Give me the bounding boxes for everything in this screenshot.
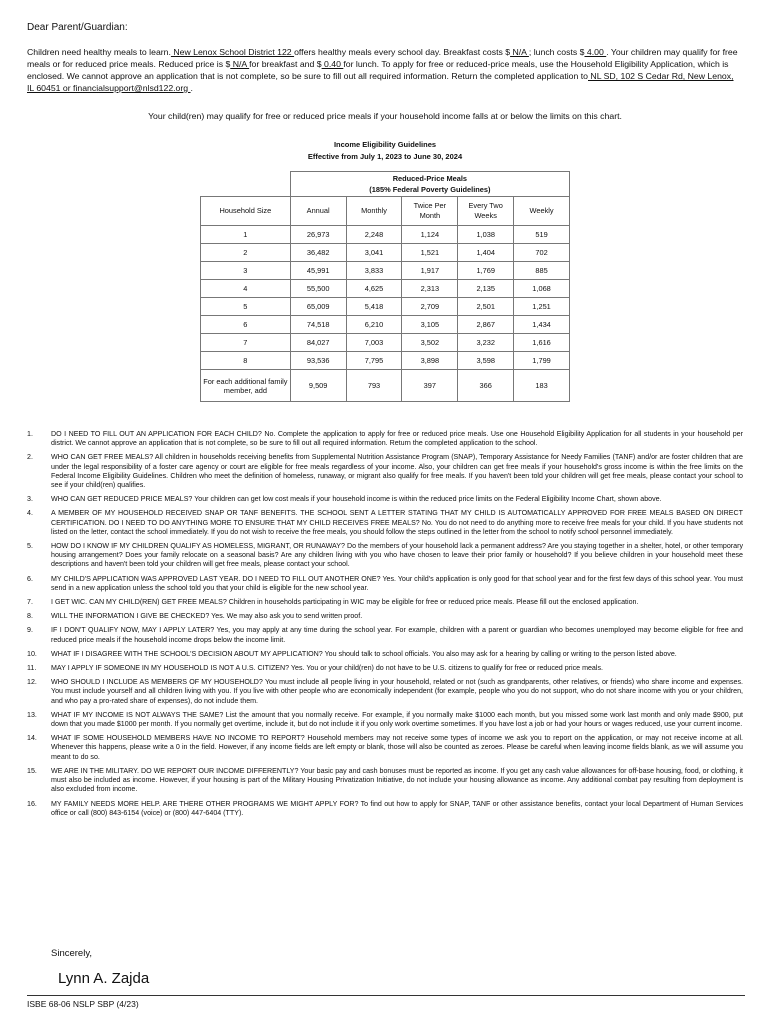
intro-text: . — [190, 83, 193, 93]
faq-item — [27, 711, 743, 729]
income-cell: 3,105 — [402, 316, 458, 334]
income-cell: 1,521 — [402, 244, 458, 262]
table-row — [201, 226, 570, 244]
income-cell: 1,434 — [514, 316, 570, 334]
household-size-cell: 3 — [201, 262, 291, 280]
income-cell: 2,135 — [458, 280, 514, 298]
faq-text: HOW DO I KNOW IF MY CHILDREN QUALIFY AS HOMELESS, MIGRANT, OR RUNAWAY? Do the members of your household lack a permanent address? Are you staying together in a shelter, hotel, or other temporary housing arrangement? Does your family relocate on a seasonal basis? Are any children living with you who have chosen to leave their prior family or household? If you believe children in your household meet these descriptions and haven't been told your children will get free meals, please contact your school. — [51, 542, 743, 569]
reduced-breakfast-price: N/A — [230, 59, 250, 69]
income-cell: 1,068 — [514, 280, 570, 298]
table-row — [201, 244, 570, 262]
column-header: Every Two Weeks — [458, 197, 514, 226]
income-cell: 93,536 — [290, 352, 346, 370]
income-cell: 366 — [458, 370, 514, 402]
salutation: Dear Parent/Guardian: — [27, 22, 128, 33]
faq-number: 14. — [27, 734, 37, 743]
income-cell: 2,709 — [402, 298, 458, 316]
income-cell: 885 — [514, 262, 570, 280]
faq-item — [27, 453, 743, 490]
lunch-price: 4.00 — [584, 47, 607, 57]
column-header: Annual — [290, 197, 346, 226]
table-title: Income Eligibility Guidelines — [333, 140, 437, 149]
income-cell: 84,027 — [290, 334, 346, 352]
faq-number: 6. — [27, 574, 33, 583]
faq-text: WE ARE IN THE MILITARY. DO WE REPORT OUR INCOME DIFFERENTLY? Your basic pay and cash bonuses must be reported as income. If you get any cash value allowances for off-base housing, food, or clothing, it must also be included as income. However, if your housing is part of the Military Housing Privatization Initiative, do not include your housing allowance as income. Any additional combat pay resulting from deployment is also excluded from income. — [51, 766, 743, 794]
faq-number: 11. — [27, 664, 37, 673]
closing: Sincerely, — [51, 948, 93, 959]
faq-text: A MEMBER OF MY HOUSEHOLD RECEIVED SNAP OR TANF BENEFITS. THE SCHOOL SENT A LETTER STATING THAT MY CHILD IS AUTOMATICALLY APPROVED FOR FREE MEALS BASED ON DIRECT CERTIFICATION. DO I NEED TO DO ANYTHING MORE TO ENSURE THAT MY CHILD RECEIVES FREE MEALS? No. You do not need to do anything more to receive free meals for your child. If you have students not listed on the letter, contact the school immediately. If you do not wish to receive the free meals, you should follow the steps outlined in the letter from the school to notify school personnel immediately. — [51, 509, 743, 536]
intro-text: for breakfast and $ — [249, 59, 322, 69]
column-header: Weekly — [514, 197, 570, 226]
faq-item — [27, 612, 743, 621]
faq-number: 4. — [27, 509, 33, 518]
income-cell: 9,509 — [290, 370, 346, 402]
table-row — [201, 370, 570, 402]
household-size-cell: 1 — [201, 226, 291, 244]
intro-text: for lunch. To apply for free or reduced-price meals, use the Household Eligibility Application, which is enclosed. We cannot approve an application that is not complete, so be sure to fill out all required information. Return the completed application to — [27, 59, 729, 81]
column-header: Monthly — [346, 197, 402, 226]
faq-text: WILL THE INFORMATION I GIVE BE CHECKED? Yes. We may also ask you to send written proof. — [51, 612, 363, 621]
intro-text: offers healthy meals every school day. Breakfast costs $ — [294, 47, 511, 57]
income-cell: 6,210 — [346, 316, 402, 334]
household-size-cell: 8 — [201, 352, 291, 370]
faq-text: IF I DON'T QUALIFY NOW, MAY I APPLY LATER? Yes, you may apply at any time during the school year. For example, children with a parent or guardian who becomes unemployed may become eligible for free and reduced price meals if the household income drops below the income limit. — [51, 626, 743, 644]
income-cell: 74,518 — [290, 316, 346, 334]
faq-number: 13. — [27, 710, 37, 719]
income-cell: 3,502 — [402, 334, 458, 352]
breakfast-price: N/A — [510, 47, 529, 57]
faq-number: 3. — [27, 495, 33, 504]
faq-text: I GET WIC. CAN MY CHILD(REN) GET FREE MEALS? Children in households participating in WIC may be eligible for free or reduced price meals. Please fill out the enclosed application. — [51, 598, 639, 607]
group-header-line: (185% Federal Poverty Guidelines) — [369, 185, 491, 194]
income-eligibility-table — [200, 171, 570, 402]
column-header: Twice Per Month — [402, 197, 458, 226]
signature-name: Lynn A. Zajda — [58, 970, 150, 987]
income-cell: 1,404 — [458, 244, 514, 262]
income-cell: 519 — [514, 226, 570, 244]
faq-text: WHAT IF I DISAGREE WITH THE SCHOOL'S DECISION ABOUT MY APPLICATION? You should talk to school officials. You also may ask for a hearing by calling or writing to the person listed above. — [51, 649, 677, 658]
income-cell: 36,482 — [290, 244, 346, 262]
faq-number: 7. — [27, 598, 33, 607]
faq-text: WHAT IF MY INCOME IS NOT ALWAYS THE SAME? List the amount that you normally receive. For example, if you normally make $1000 each month, but you missed some work last month and only made $900, put down that you made $1000 per month. If you normally get overtime, include it, but do not include it if you only work overtime sometimes. If you have lost a job or had your hours or wages reduced, use your current income. — [51, 710, 743, 729]
faq-item — [27, 650, 743, 659]
faq-number: 1. — [27, 430, 33, 438]
faq-text: DO I NEED TO FILL OUT AN APPLICATION FOR EACH CHILD? No. Complete the application to apply for free or reduced price meals. Use one Household Eligibility Application for all students in your household per district. We cannot approve an application that is not complete, so be sure to fill out all required information. Return the completed application to the school. — [51, 430, 743, 448]
faq-number: 16. — [27, 799, 37, 808]
faq-number: 10. — [27, 649, 37, 658]
income-cell: 3,041 — [346, 244, 402, 262]
faq-text: MAY I APPLY IF SOMEONE IN MY HOUSEHOLD IS NOT A U.S. CITIZEN? Yes. You or your child(ren) do not have to be U.S. citizens to qualify for free or reduced price meals. — [51, 664, 603, 673]
household-size-cell: 4 — [201, 280, 291, 298]
table-row — [201, 334, 570, 352]
group-header — [290, 172, 569, 197]
faq-item — [27, 800, 743, 818]
faq-number: 9. — [27, 626, 33, 635]
footer-divider — [27, 995, 745, 996]
income-cell: 26,973 — [290, 226, 346, 244]
income-cell: 1,616 — [514, 334, 570, 352]
faq-item — [27, 598, 743, 607]
faq-item — [27, 542, 743, 570]
income-cell: 2,867 — [458, 316, 514, 334]
income-cell: 1,769 — [458, 262, 514, 280]
income-cell: 1,251 — [514, 298, 570, 316]
household-size-cell: 6 — [201, 316, 291, 334]
faq-item — [27, 509, 743, 537]
intro-text: . Your children may qualify for free meals or for reduced price meals. Reduced price is $ — [27, 47, 738, 69]
faq-number: 12. — [27, 678, 37, 687]
faq-text: MY FAMILY NEEDS MORE HELP. ARE THERE OTHER PROGRAMS WE MIGHT APPLY FOR? To find out how to apply for SNAP, TANF or other assistance benefits, contact your local Department of Human Services office or call (800) 843-6154 (voice) or (800) 447-6404 (TTY). — [51, 799, 743, 817]
household-size-cell: 2 — [201, 244, 291, 262]
intro-text: Children need healthy meals to learn. — [27, 47, 171, 57]
income-cell: 7,795 — [346, 352, 402, 370]
district-name: New Lenox School District 122 — [170, 47, 295, 57]
faq-list — [27, 430, 743, 818]
group-header-line: Reduced-Price Meals — [392, 174, 468, 183]
household-size-cell: For each additional family member, add — [201, 370, 291, 402]
income-cell: 3,833 — [346, 262, 402, 280]
faq-item — [27, 767, 743, 795]
table-subtitle: Effective from July 1, 2023 to June 30, 2024 — [307, 152, 463, 161]
faq-text: WHO SHOULD I INCLUDE AS MEMBERS OF MY HOUSEHOLD? You must include all people living in your household, related or not (such as grandparents, other relatives, or friends) who share income and expenses. You must include yourself and all children living with you. If you live with other people who are economically independent (for example, people who you do not support, who do not share income with you or your children, and who pay a pro-rated share of expenses), do not include them. — [51, 678, 743, 705]
income-cell: 55,500 — [290, 280, 346, 298]
income-cell: 45,991 — [290, 262, 346, 280]
income-cell: 397 — [402, 370, 458, 402]
faq-number: 15. — [27, 766, 37, 775]
income-cell: 1,038 — [458, 226, 514, 244]
faq-item — [27, 430, 743, 448]
income-cell: 2,501 — [458, 298, 514, 316]
table-row — [201, 316, 570, 334]
income-cell: 7,003 — [346, 334, 402, 352]
income-cell: 183 — [514, 370, 570, 402]
faq-item — [27, 575, 743, 593]
faq-item — [27, 626, 743, 644]
faq-item — [27, 664, 743, 673]
table-row — [201, 298, 570, 316]
intro-paragraph — [27, 46, 743, 94]
income-cell: 1,124 — [402, 226, 458, 244]
faq-item — [27, 734, 743, 762]
household-size-cell: 5 — [201, 298, 291, 316]
faq-item — [27, 678, 743, 706]
income-cell: 1,917 — [402, 262, 458, 280]
household-size-cell: 7 — [201, 334, 291, 352]
table-row — [201, 352, 570, 370]
table-corner — [201, 172, 291, 197]
income-cell: 702 — [514, 244, 570, 262]
faq-number: 2. — [27, 453, 33, 462]
faq-number: 5. — [27, 542, 33, 551]
income-cell: 3,232 — [458, 334, 514, 352]
table-row — [201, 262, 570, 280]
income-cell: 1,799 — [514, 352, 570, 370]
income-cell: 65,009 — [290, 298, 346, 316]
income-cell: 793 — [346, 370, 402, 402]
faq-text: WHAT IF SOME HOUSEHOLD MEMBERS HAVE NO INCOME TO REPORT? Household members may not receive some types of income we ask you to report on the application, or may not receive income at all. Whenever this happens, please write a 0 in the field. However, if any income fields are left empty or blank, those will also be counted as zeroes. Please be careful when leaving income fields blank, as we will assume you meant to do so. — [51, 734, 743, 761]
table-heading — [0, 139, 770, 163]
column-header-household: Household Size — [201, 197, 291, 226]
income-cell: 2,313 — [402, 280, 458, 298]
faq-text: MY CHILD'S APPLICATION WAS APPROVED LAST YEAR. DO I NEED TO FILL OUT ANOTHER ONE? Yes. Your child's application is only good for that school year and for the first few days of this school year. You must send in a new application unless the school told you that your child is eligible for the new school year. — [51, 574, 743, 592]
income-cell: 3,898 — [402, 352, 458, 370]
return-address: NL SD, 102 S Cedar Rd, New Lenox, IL 60451 or financialsupport@nlsd122.org — [27, 71, 734, 93]
qualify-note: Your child(ren) may qualify for free or reduced price meals if your household income falls at or below the limits on this chart. — [148, 111, 622, 121]
faq-item — [27, 495, 743, 504]
income-cell: 5,418 — [346, 298, 402, 316]
intro-text: ; lunch costs $ — [528, 47, 585, 57]
income-cell: 4,625 — [346, 280, 402, 298]
income-cell: 3,598 — [458, 352, 514, 370]
reduced-lunch-price: 0.40 — [321, 59, 344, 69]
faq-text: WHO CAN GET REDUCED PRICE MEALS? Your children can get low cost meals if your household income is within the reduced price limits on the Federal Eligibility Income Chart, shown above. — [51, 495, 662, 504]
income-cell: 2,248 — [346, 226, 402, 244]
faq-text: WHO CAN GET FREE MEALS? All children in households receiving benefits from Supplemental Nutrition Assistance Program (SNAP), Temporary Assistance for Needy Families (TANF) and/or are foster children that are under the legal responsibility of a foster care agency or court are eligible for free meals regardless of your income. Also, your children can get free meals if your household's gross income is within the free limits on the Federal Income Eligibility Guidelines. Children who meet the definition of homeless, runaway, or migrant also qualify for free meals. If you haven't been told your children will get free meals, please contact your school to see if your child(ren) qualifies. — [51, 453, 743, 490]
table-row — [201, 280, 570, 298]
form-id: ISBE 68-06 NSLP SBP (4/23) — [27, 999, 139, 1009]
faq-number: 8. — [27, 612, 33, 621]
